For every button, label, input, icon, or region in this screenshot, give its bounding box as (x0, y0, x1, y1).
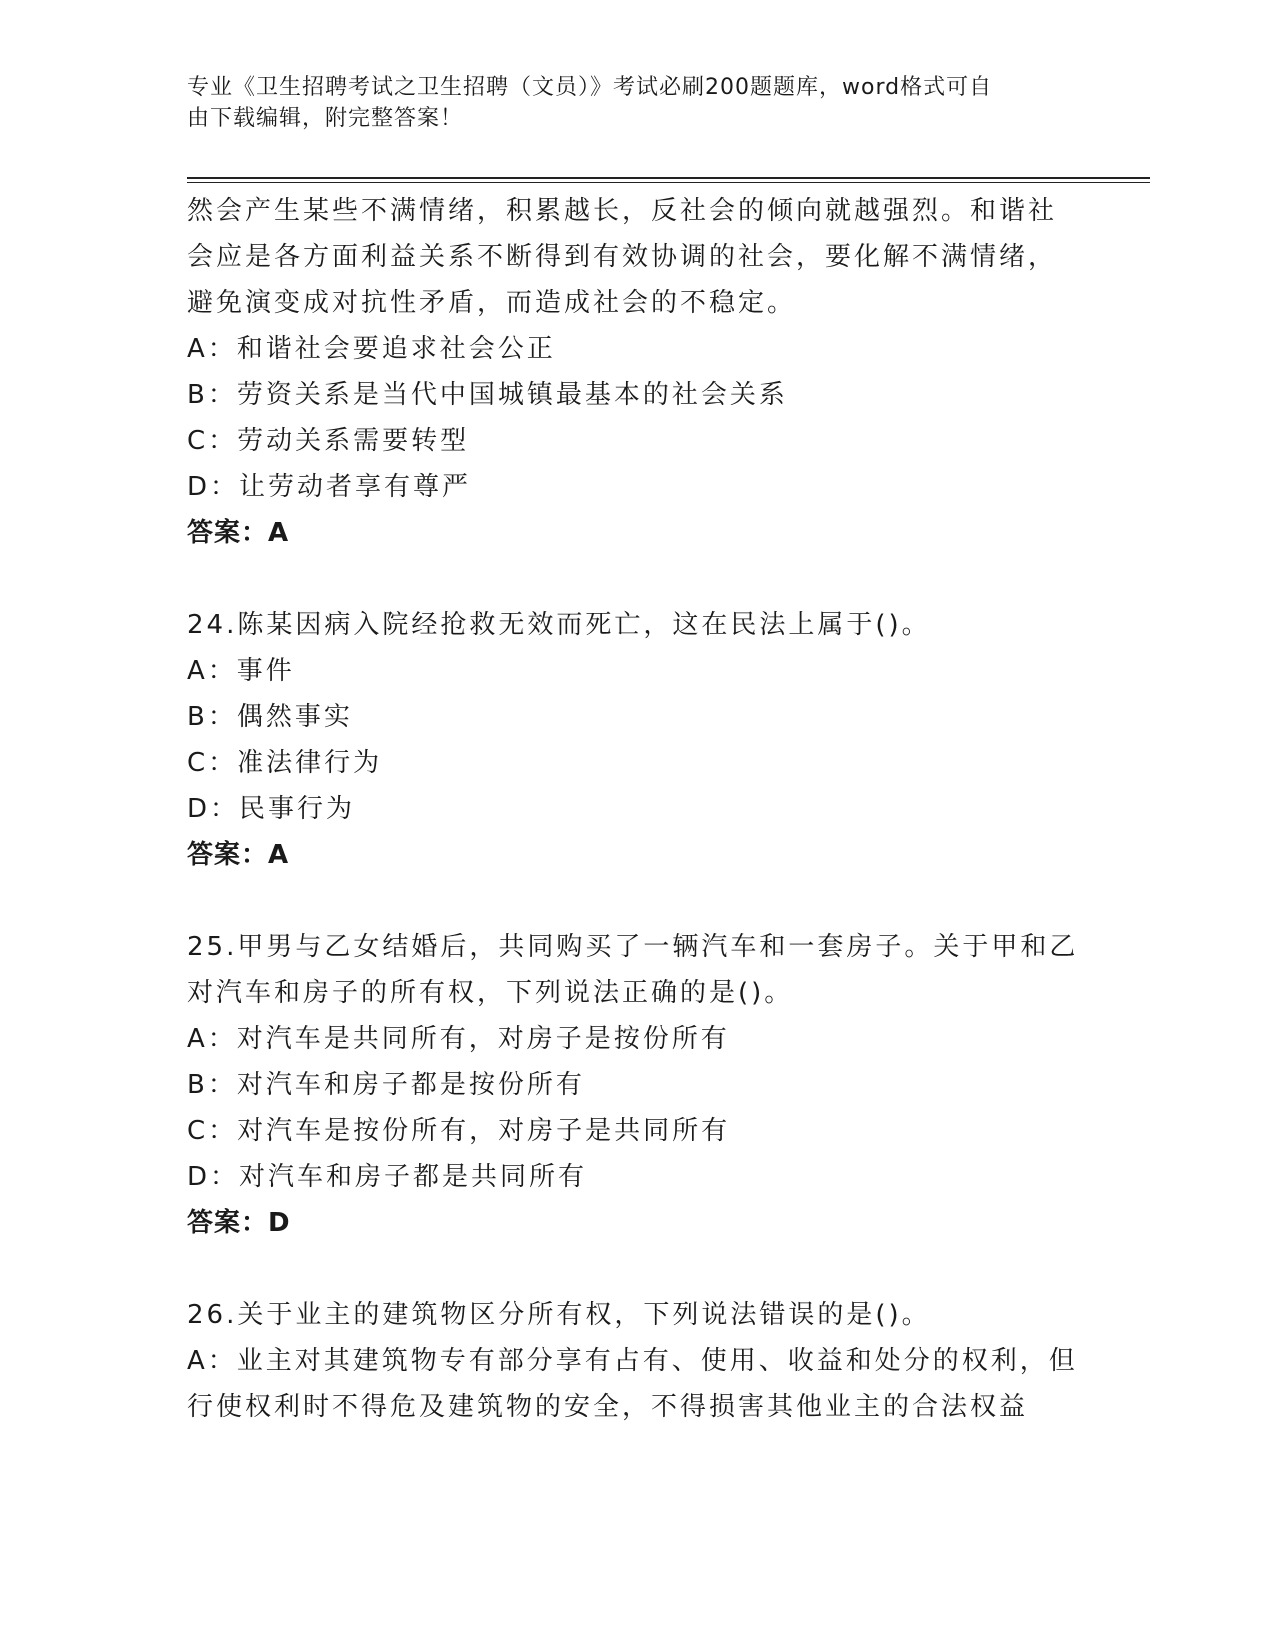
option-a: A：业主对其建筑物专有部分享有占有、使用、收益和处分的权利，但 (187, 1346, 1078, 1376)
spacer (187, 1246, 1067, 1292)
document-header (187, 72, 1067, 134)
answer-label: 答案：A (187, 840, 290, 870)
question-23 (187, 188, 1067, 556)
option-c: C：对汽车是按份所有，对房子是共同所有 (187, 1116, 731, 1146)
spacer (187, 878, 1067, 924)
header-divider-thin (187, 182, 1150, 183)
option-a: A：事件 (187, 656, 295, 686)
question-stem-line: 然会产生某些不满情绪，积累越长，反社会的倾向就越强烈。和谐社 (187, 196, 1058, 226)
header-line-1: 专业《卫生招聘考试之卫生招聘（文员）》考试必刷200题题库，word格式可自 (187, 75, 993, 100)
question-list (187, 188, 1079, 1430)
option-a: A：和谐社会要追求社会公正 (187, 334, 556, 364)
option-b: B：对汽车和房子都是按份所有 (187, 1070, 585, 1100)
option-c: C：劳动关系需要转型 (187, 426, 470, 456)
option-b: B：劳资关系是当代中国城镇最基本的社会关系 (187, 380, 788, 410)
question-stem-line: 25.甲男与乙女结婚后，共同购买了一辆汽车和一套房子。关于甲和乙 (187, 932, 1079, 962)
answer-label: 答案：A (187, 518, 290, 548)
question-stem-line: 对汽车和房子的所有权，下列说法正确的是()。 (187, 978, 794, 1008)
header-divider-thick (187, 177, 1150, 179)
question-25 (187, 924, 1079, 1246)
option-d: D：让劳动者享有尊严 (187, 472, 472, 502)
question-24 (187, 602, 1067, 878)
option-c: C：准法律行为 (187, 748, 383, 778)
spacer (187, 556, 1067, 602)
option-a: A：对汽车是共同所有，对房子是按份所有 (187, 1024, 730, 1054)
option-b: B：偶然事实 (187, 702, 353, 732)
question-stem-line: 会应是各方面利益关系不断得到有效协调的社会，要化解不满情绪， (187, 242, 1058, 272)
option-d: D：民事行为 (187, 794, 356, 824)
header-line-2: 由下载编辑，附完整答案！ (187, 106, 464, 131)
question-stem-line: 26.关于业主的建筑物区分所有权，下列说法错误的是()。 (187, 1300, 931, 1330)
option-a-continued: 行使权利时不得危及建筑物的安全，不得损害其他业主的合法权益 (187, 1392, 1029, 1422)
answer-label: 答案：D (187, 1208, 291, 1238)
option-d: D：对汽车和房子都是共同所有 (187, 1162, 588, 1192)
question-26 (187, 1292, 1078, 1430)
question-stem-line: 避免演变成对抗性矛盾，而造成社会的不稳定。 (187, 288, 797, 318)
question-stem-line: 24.陈某因病入院经抢救无效而死亡，这在民法上属于()。 (187, 610, 931, 640)
